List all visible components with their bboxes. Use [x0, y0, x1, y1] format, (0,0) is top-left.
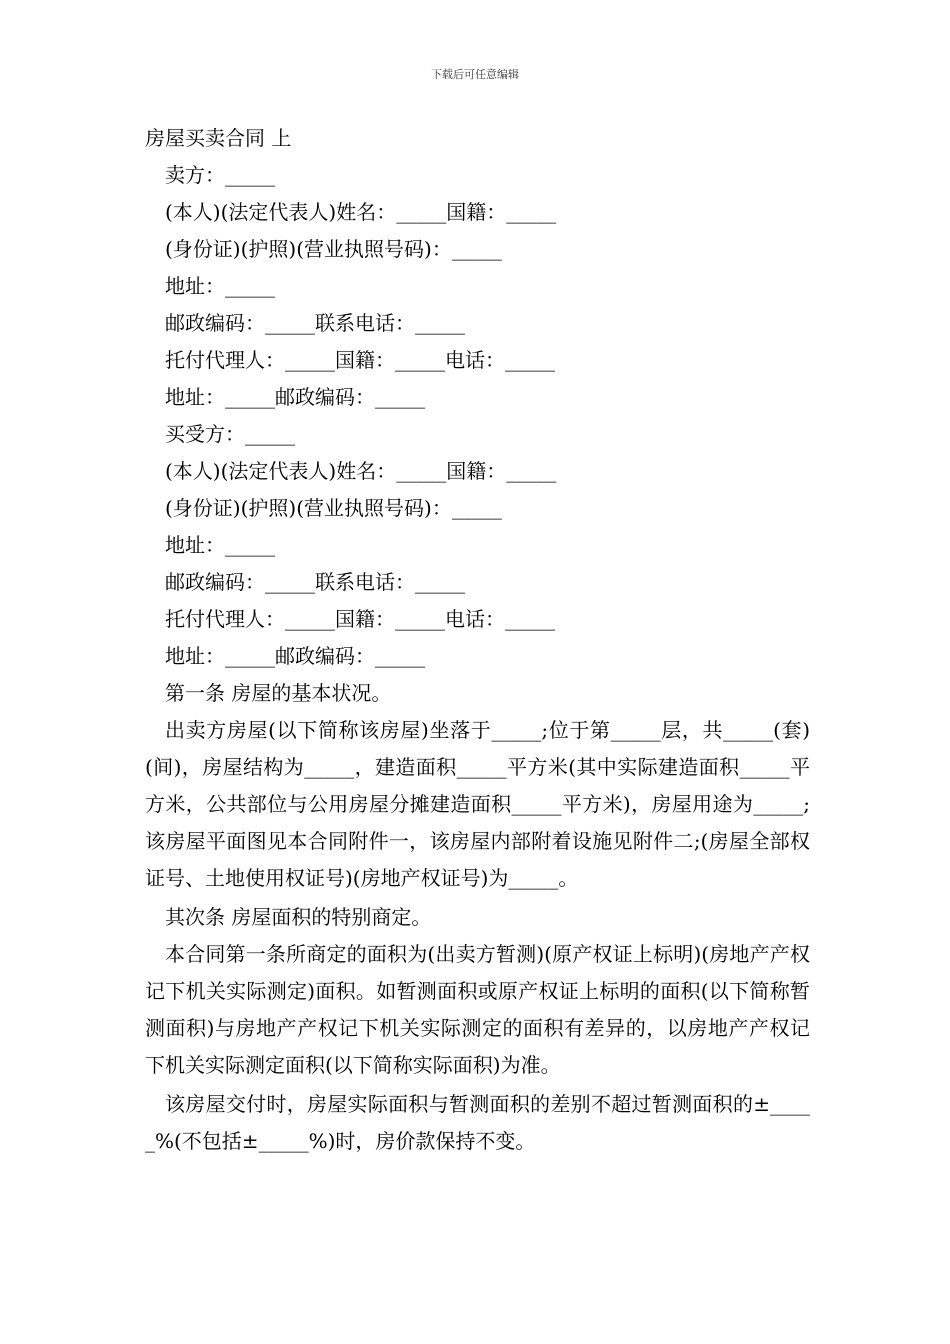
article-2-heading: 其次条 房屋面积的特别商定。 [165, 905, 432, 929]
article-2-body: 本合同第一条所商定的面积为(出卖方暂测)(原产权证上标明)(房地产产权记下机关实际测定)面积。如暂测面积或原产权证上标明的面积(以下简称暂测面积)与房地产产权记下机关实际测定的面积有差异的，以房地产产权记下机关实际测定面积(以下简称实际面积)为准。 [145, 942, 810, 1077]
seller-line: 卖方：_____ [165, 163, 275, 187]
buyer-line: 地址：_____ [165, 533, 275, 557]
seller-section [145, 157, 810, 416]
buyer-line: 邮政编码：_____联系电话：_____ [165, 570, 465, 594]
buyer-line: 地址：_____邮政编码：_____ [165, 644, 425, 668]
article-2-body-2: 该房屋交付时，房屋实际面积与暂测面积的差别不超过暂测面积的±_____%(不包括±_____%)时，房价款保持不变。 [145, 1092, 810, 1153]
buyer-line: 托付代理人：_____国籍：_____电话：_____ [165, 607, 555, 631]
document-title: 房屋买卖合同 上 [145, 126, 292, 150]
seller-line: 地址：_____邮政编码：_____ [165, 385, 425, 409]
buyer-line: (本人)(法定代表人)姓名：_____国籍：_____ [165, 459, 557, 483]
seller-line: 地址：_____ [165, 274, 275, 298]
seller-line: 邮政编码：_____联系电话：_____ [165, 311, 465, 335]
buyer-section [145, 416, 810, 675]
buyer-line: (身份证)(护照)(营业执照号码)：_____ [165, 496, 502, 520]
seller-line: 托付代理人：_____国籍：_____电话：_____ [165, 348, 555, 372]
seller-line: (本人)(法定代表人)姓名：_____国籍：_____ [165, 200, 557, 224]
seller-line: (身份证)(护照)(营业执照号码)：_____ [165, 237, 502, 261]
page-header: 下载后可任意编辑 [431, 68, 519, 81]
buyer-line: 买受方：_____ [165, 422, 295, 446]
contract-document [145, 120, 810, 1160]
article-1-heading: 第一条 房屋的基本状况。 [165, 681, 392, 705]
article-1-body: 出卖方房屋(以下简称该房屋)坐落于_____;位于第_____层，共_____(套)(间)，房屋结构为_____，建造面积_____平方米(其中实际建造面积_____平方米，公共部位与公用房屋分摊建造面积_____平方米)，房屋用途为_____;该房屋平面图见本合同附件一，该房屋内部附着设施见附件二;(房屋全部权证号、土地使用权证号)(房地产权证号)为_____。 [145, 718, 810, 890]
